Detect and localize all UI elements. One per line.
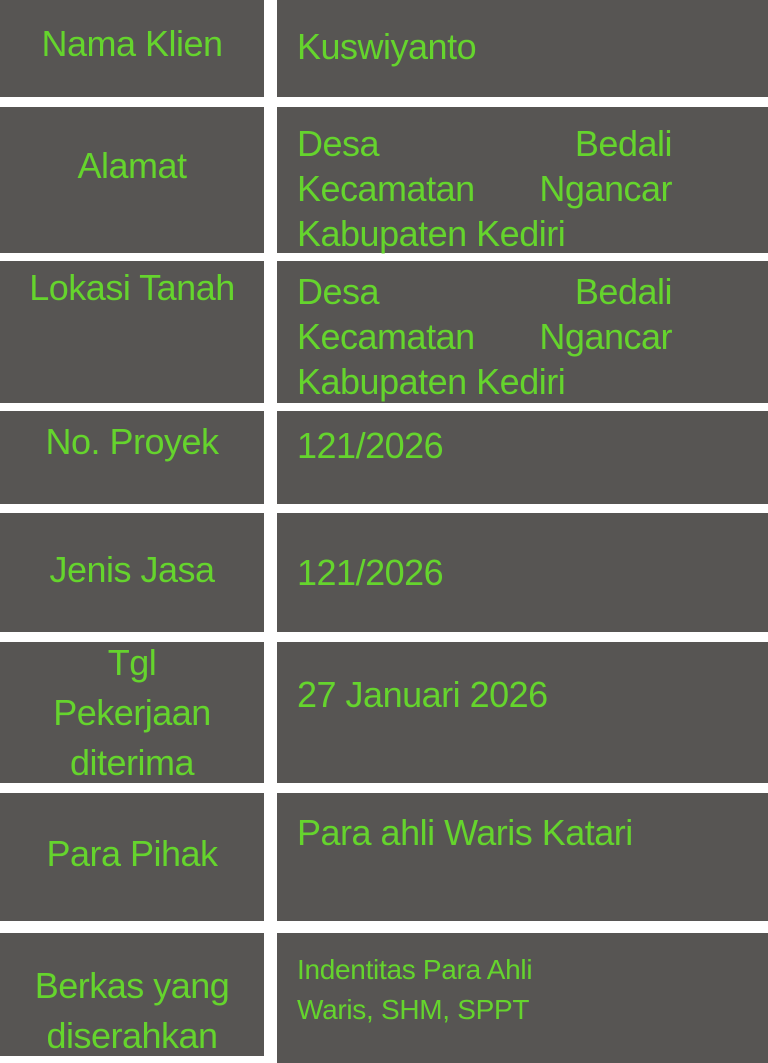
value-cell-nama-klien <box>277 0 768 97</box>
row-value: Kuswiyanto <box>297 25 477 67</box>
table-row-jenis-jasa <box>0 513 768 632</box>
label-cell-alamat <box>0 107 264 253</box>
row-label: Tgl Pekerjaan diterima <box>53 641 211 783</box>
label-cell-para-pihak <box>0 793 264 921</box>
value-cell-para-pihak <box>277 793 768 921</box>
row-label: Nama Klien <box>41 22 223 64</box>
table-row-no-proyek <box>0 411 768 504</box>
table-row-berkas <box>0 933 768 1063</box>
row-value: Desa Bedali Kecamatan Ngancar Kabupaten Kediri <box>297 271 672 402</box>
label-cell-berkas <box>0 933 264 1056</box>
table-row-nama-klien <box>0 0 768 97</box>
row-label: Para Pihak <box>46 832 218 874</box>
row-value: 121/2026 <box>297 425 444 466</box>
label-cell-nama-klien <box>0 0 264 97</box>
row-value: Indentitas Para Ahli Waris, SHM, SPPT <box>297 954 533 1025</box>
value-cell-berkas <box>277 933 768 1063</box>
table-row-lokasi-tanah <box>0 261 768 403</box>
value-cell-lokasi-tanah <box>277 261 768 403</box>
row-value: Para ahli Waris Katari <box>297 812 633 853</box>
value-cell-no-proyek <box>277 411 768 504</box>
row-label: Berkas yang diserahkan <box>34 964 230 1056</box>
row-value: Desa Bedali Kecamatan Ngancar Kabupaten Kediri <box>297 123 672 254</box>
label-cell-jenis-jasa <box>0 513 264 632</box>
row-label: No. Proyek <box>45 421 219 462</box>
value-cell-tgl-pekerjaan <box>277 642 768 783</box>
value-cell-alamat <box>277 107 768 253</box>
table-row-para-pihak <box>0 793 768 921</box>
row-value: 27 Januari 2026 <box>297 674 548 715</box>
label-cell-tgl-pekerjaan <box>0 642 264 783</box>
row-label: Lokasi Tanah <box>29 267 235 308</box>
label-cell-no-proyek <box>0 411 264 504</box>
table-row-tgl-pekerjaan <box>0 642 768 783</box>
row-label: Alamat <box>77 144 187 186</box>
label-cell-lokasi-tanah <box>0 261 264 403</box>
value-cell-jenis-jasa <box>277 513 768 632</box>
row-label: Jenis Jasa <box>49 549 215 590</box>
row-value: 121/2026 <box>297 552 444 593</box>
table-row-alamat <box>0 107 768 253</box>
